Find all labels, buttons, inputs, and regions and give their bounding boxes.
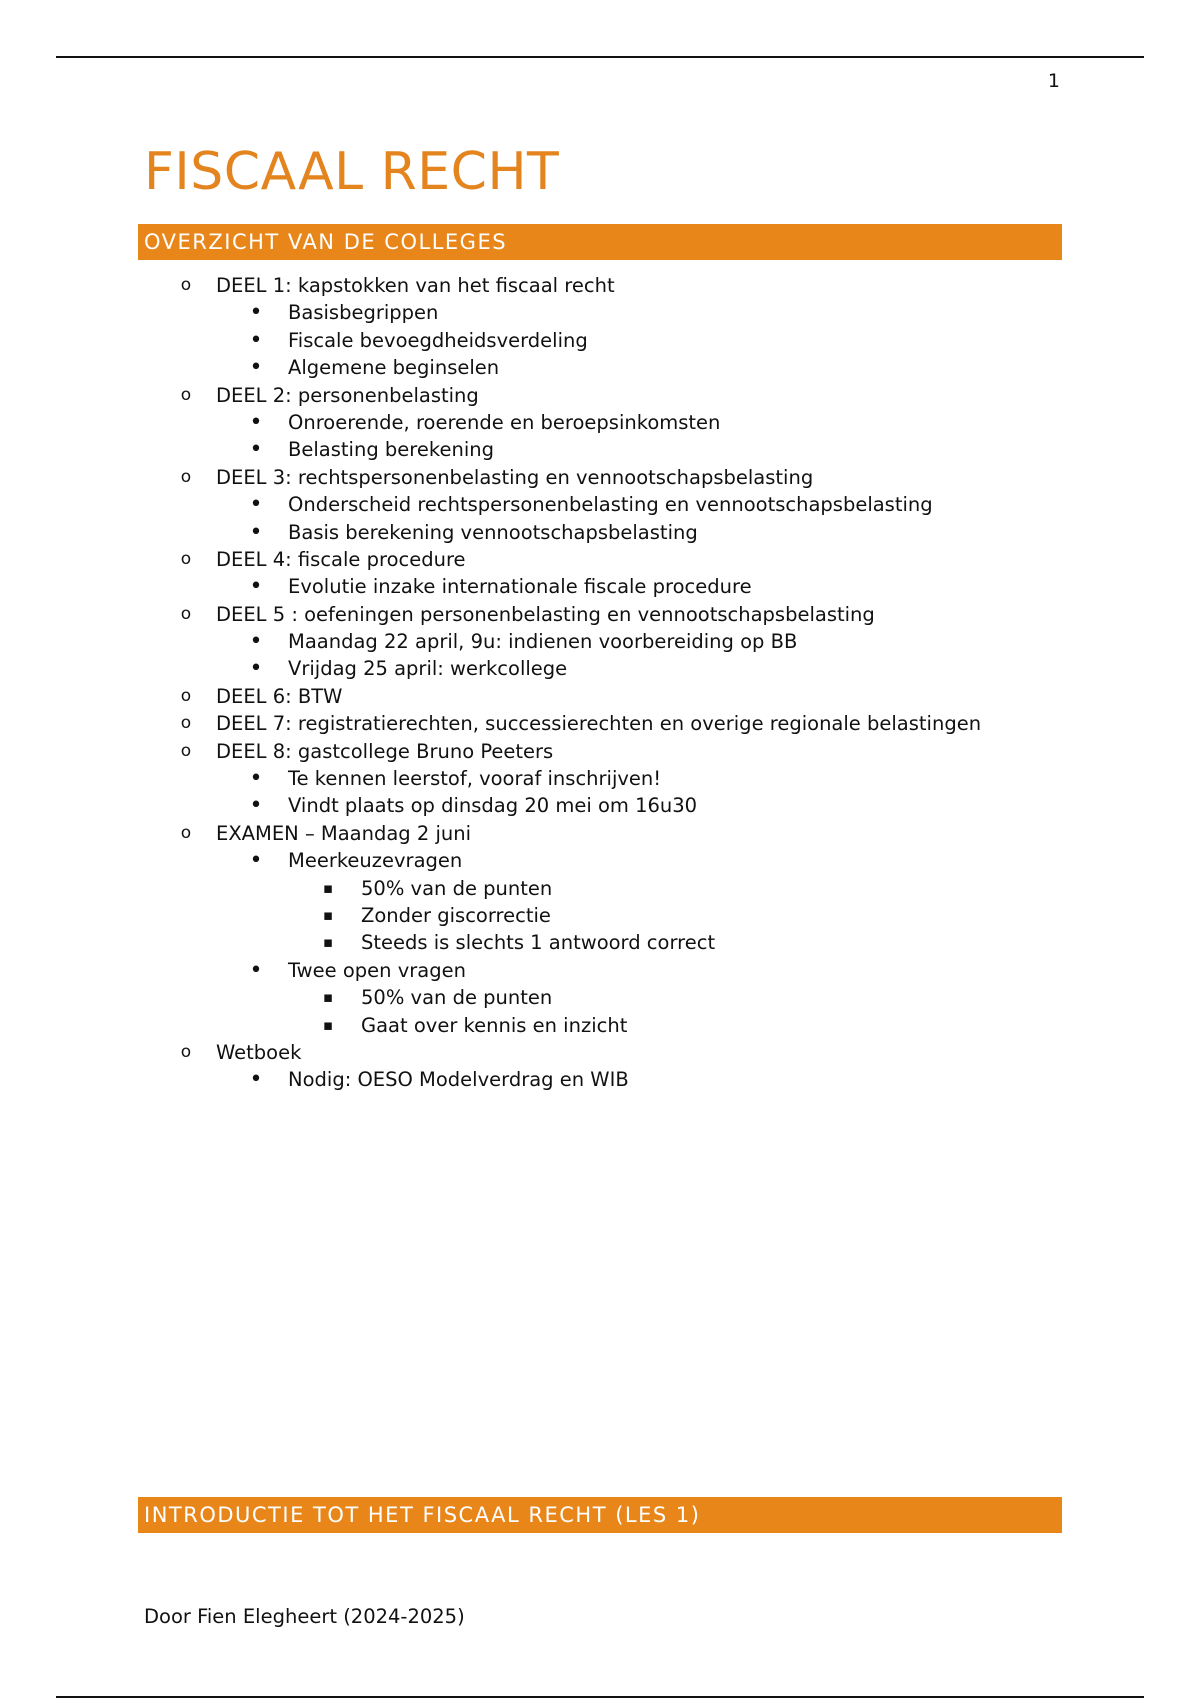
circle-bullet-icon: o <box>180 384 192 405</box>
dot-bullet-icon: • <box>249 300 263 326</box>
square-bullet-icon: ▪ <box>322 933 334 952</box>
outline-item-text: DEEL 5 : oefeningen personenbelasting en vennootschapsbelasting <box>216 602 875 626</box>
section-heading-introduction: INTRODUCTIE TOT HET FISCAAL RECHT (LES 1) <box>138 1497 1062 1533</box>
outline-item-text: Vrijdag 25 april: werkcollege <box>288 657 568 681</box>
outline-item-level-1 <box>0 738 1200 765</box>
circle-bullet-icon: o <box>180 740 192 761</box>
section-heading-overview: OVERZICHT VAN DE COLLEGES <box>138 224 1062 260</box>
outline-item-text: Gaat over kennis en inzicht <box>361 1013 628 1037</box>
outline-item-text: Vindt plaats op dinsdag 20 mei om 16u30 <box>288 794 698 818</box>
outline-item-text: Fiscale bevoegdheidsverdeling <box>288 328 588 352</box>
dot-bullet-icon: • <box>249 793 263 819</box>
dot-bullet-icon: • <box>249 409 263 435</box>
outline-item-level-1 <box>0 272 1200 299</box>
outline-item-text: Maandag 22 april, 9u: indienen voorbereiding op BB <box>288 630 798 654</box>
outline-item-text: DEEL 7: registratierechten, successierechten en overige regionale belastingen <box>216 712 982 736</box>
outline-item-level-2 <box>0 354 1200 381</box>
outline-item-level-1 <box>0 820 1200 847</box>
circle-bullet-icon: o <box>180 685 192 706</box>
outline-item-level-1 <box>0 382 1200 409</box>
outline-item-text: Wetboek <box>216 1040 302 1064</box>
outline-item-level-2 <box>0 409 1200 436</box>
square-bullet-icon: ▪ <box>322 878 334 897</box>
outline-item-text: Basisbegrippen <box>288 301 439 325</box>
outline-item-level-2 <box>0 655 1200 682</box>
dot-bullet-icon: • <box>249 327 263 353</box>
circle-bullet-icon: o <box>180 822 192 843</box>
outline-item-level-2 <box>0 573 1200 600</box>
outline-item-text: Twee open vragen <box>288 958 466 982</box>
outline-item-text: DEEL 1: kapstokken van het fiscaal recht <box>216 274 615 297</box>
outline-item-text: DEEL 6: BTW <box>216 684 343 708</box>
outline-item-text: DEEL 2: personenbelasting <box>216 383 479 407</box>
outline-item-text: 50% van de punten <box>361 986 553 1010</box>
outline-item-level-1 <box>0 464 1200 491</box>
outline-item-level-1 <box>0 1039 1200 1066</box>
outline-item-level-2 <box>0 299 1200 326</box>
outline-item-level-2 <box>0 765 1200 792</box>
dot-bullet-icon: • <box>249 437 263 463</box>
square-bullet-icon: ▪ <box>322 1015 334 1034</box>
outline-item-level-3 <box>0 875 1200 902</box>
dot-bullet-icon: • <box>249 574 263 600</box>
footer-author: Door Fien Elegheert (2024-2025) <box>144 1605 465 1628</box>
outline-item-level-2 <box>0 847 1200 874</box>
outline-item-text: DEEL 3: rechtspersonenbelasting en vennootschapsbelasting <box>216 465 814 489</box>
outline-item-level-2 <box>0 792 1200 819</box>
outline-item-level-3 <box>0 1012 1200 1039</box>
outline-item-text: DEEL 8: gastcollege Bruno Peeters <box>216 739 554 763</box>
outline-item-level-2 <box>0 1066 1200 1093</box>
circle-bullet-icon: o <box>180 713 192 734</box>
square-bullet-icon: ▪ <box>322 905 334 924</box>
dot-bullet-icon: • <box>249 355 263 381</box>
course-outline-list <box>0 272 1200 1094</box>
outline-item-text: Te kennen leerstof, vooraf inschrijven! <box>288 767 662 791</box>
outline-item-text: Onderscheid rechtspersonenbelasting en vennootschapsbelasting <box>288 493 933 517</box>
dot-bullet-icon: • <box>249 1067 263 1093</box>
dot-bullet-icon: • <box>249 957 263 983</box>
footer-rule <box>56 1696 1144 1698</box>
outline-item-level-2 <box>0 628 1200 655</box>
circle-bullet-icon: o <box>180 275 192 295</box>
dot-bullet-icon: • <box>249 519 263 545</box>
outline-item-text: EXAMEN – Maandag 2 juni <box>216 821 472 845</box>
outline-item-text: Nodig: OESO Modelverdrag en WIB <box>288 1068 629 1092</box>
outline-item-level-2 <box>0 519 1200 546</box>
outline-item-text: Evolutie inzake internationale fiscale procedure <box>288 575 752 599</box>
outline-item-level-1 <box>0 601 1200 628</box>
outline-item-level-3 <box>0 902 1200 929</box>
outline-item-level-2 <box>0 436 1200 463</box>
dot-bullet-icon: • <box>249 766 263 792</box>
header-rule <box>56 56 1144 58</box>
document-title: FISCAAL RECHT <box>144 142 560 202</box>
outline-item-level-1 <box>0 710 1200 737</box>
outline-item-level-1 <box>0 546 1200 573</box>
outline-item-level-2 <box>0 491 1200 518</box>
outline-item-level-3 <box>0 984 1200 1011</box>
outline-item-text: 50% van de punten <box>361 876 553 900</box>
circle-bullet-icon: o <box>180 603 192 624</box>
outline-item-level-1 <box>0 683 1200 710</box>
dot-bullet-icon: • <box>249 492 263 518</box>
outline-item-text: Onroerende, roerende en beroepsinkomsten <box>288 410 721 434</box>
outline-item-text: Algemene beginselen <box>288 356 500 380</box>
outline-item-text: Zonder giscorrectie <box>361 903 551 927</box>
circle-bullet-icon: o <box>180 1041 192 1062</box>
outline-item-text: Basis berekening vennootschapsbelasting <box>288 520 698 544</box>
outline-item-text: DEEL 4: fiscale procedure <box>216 547 466 571</box>
outline-item-level-3 <box>0 929 1200 956</box>
outline-item-text: Belasting berekening <box>288 438 494 462</box>
outline-item-text: Meerkeuzevragen <box>288 849 463 873</box>
page-number: 1 <box>1047 70 1060 92</box>
outline-item-level-2 <box>0 957 1200 984</box>
dot-bullet-icon: • <box>249 656 263 682</box>
dot-bullet-icon: • <box>249 629 263 655</box>
circle-bullet-icon: o <box>180 548 192 569</box>
square-bullet-icon: ▪ <box>322 988 334 1007</box>
outline-item-level-2 <box>0 327 1200 354</box>
circle-bullet-icon: o <box>180 466 192 487</box>
outline-item-text: Steeds is slechts 1 antwoord correct <box>361 931 716 955</box>
dot-bullet-icon: • <box>249 848 263 874</box>
